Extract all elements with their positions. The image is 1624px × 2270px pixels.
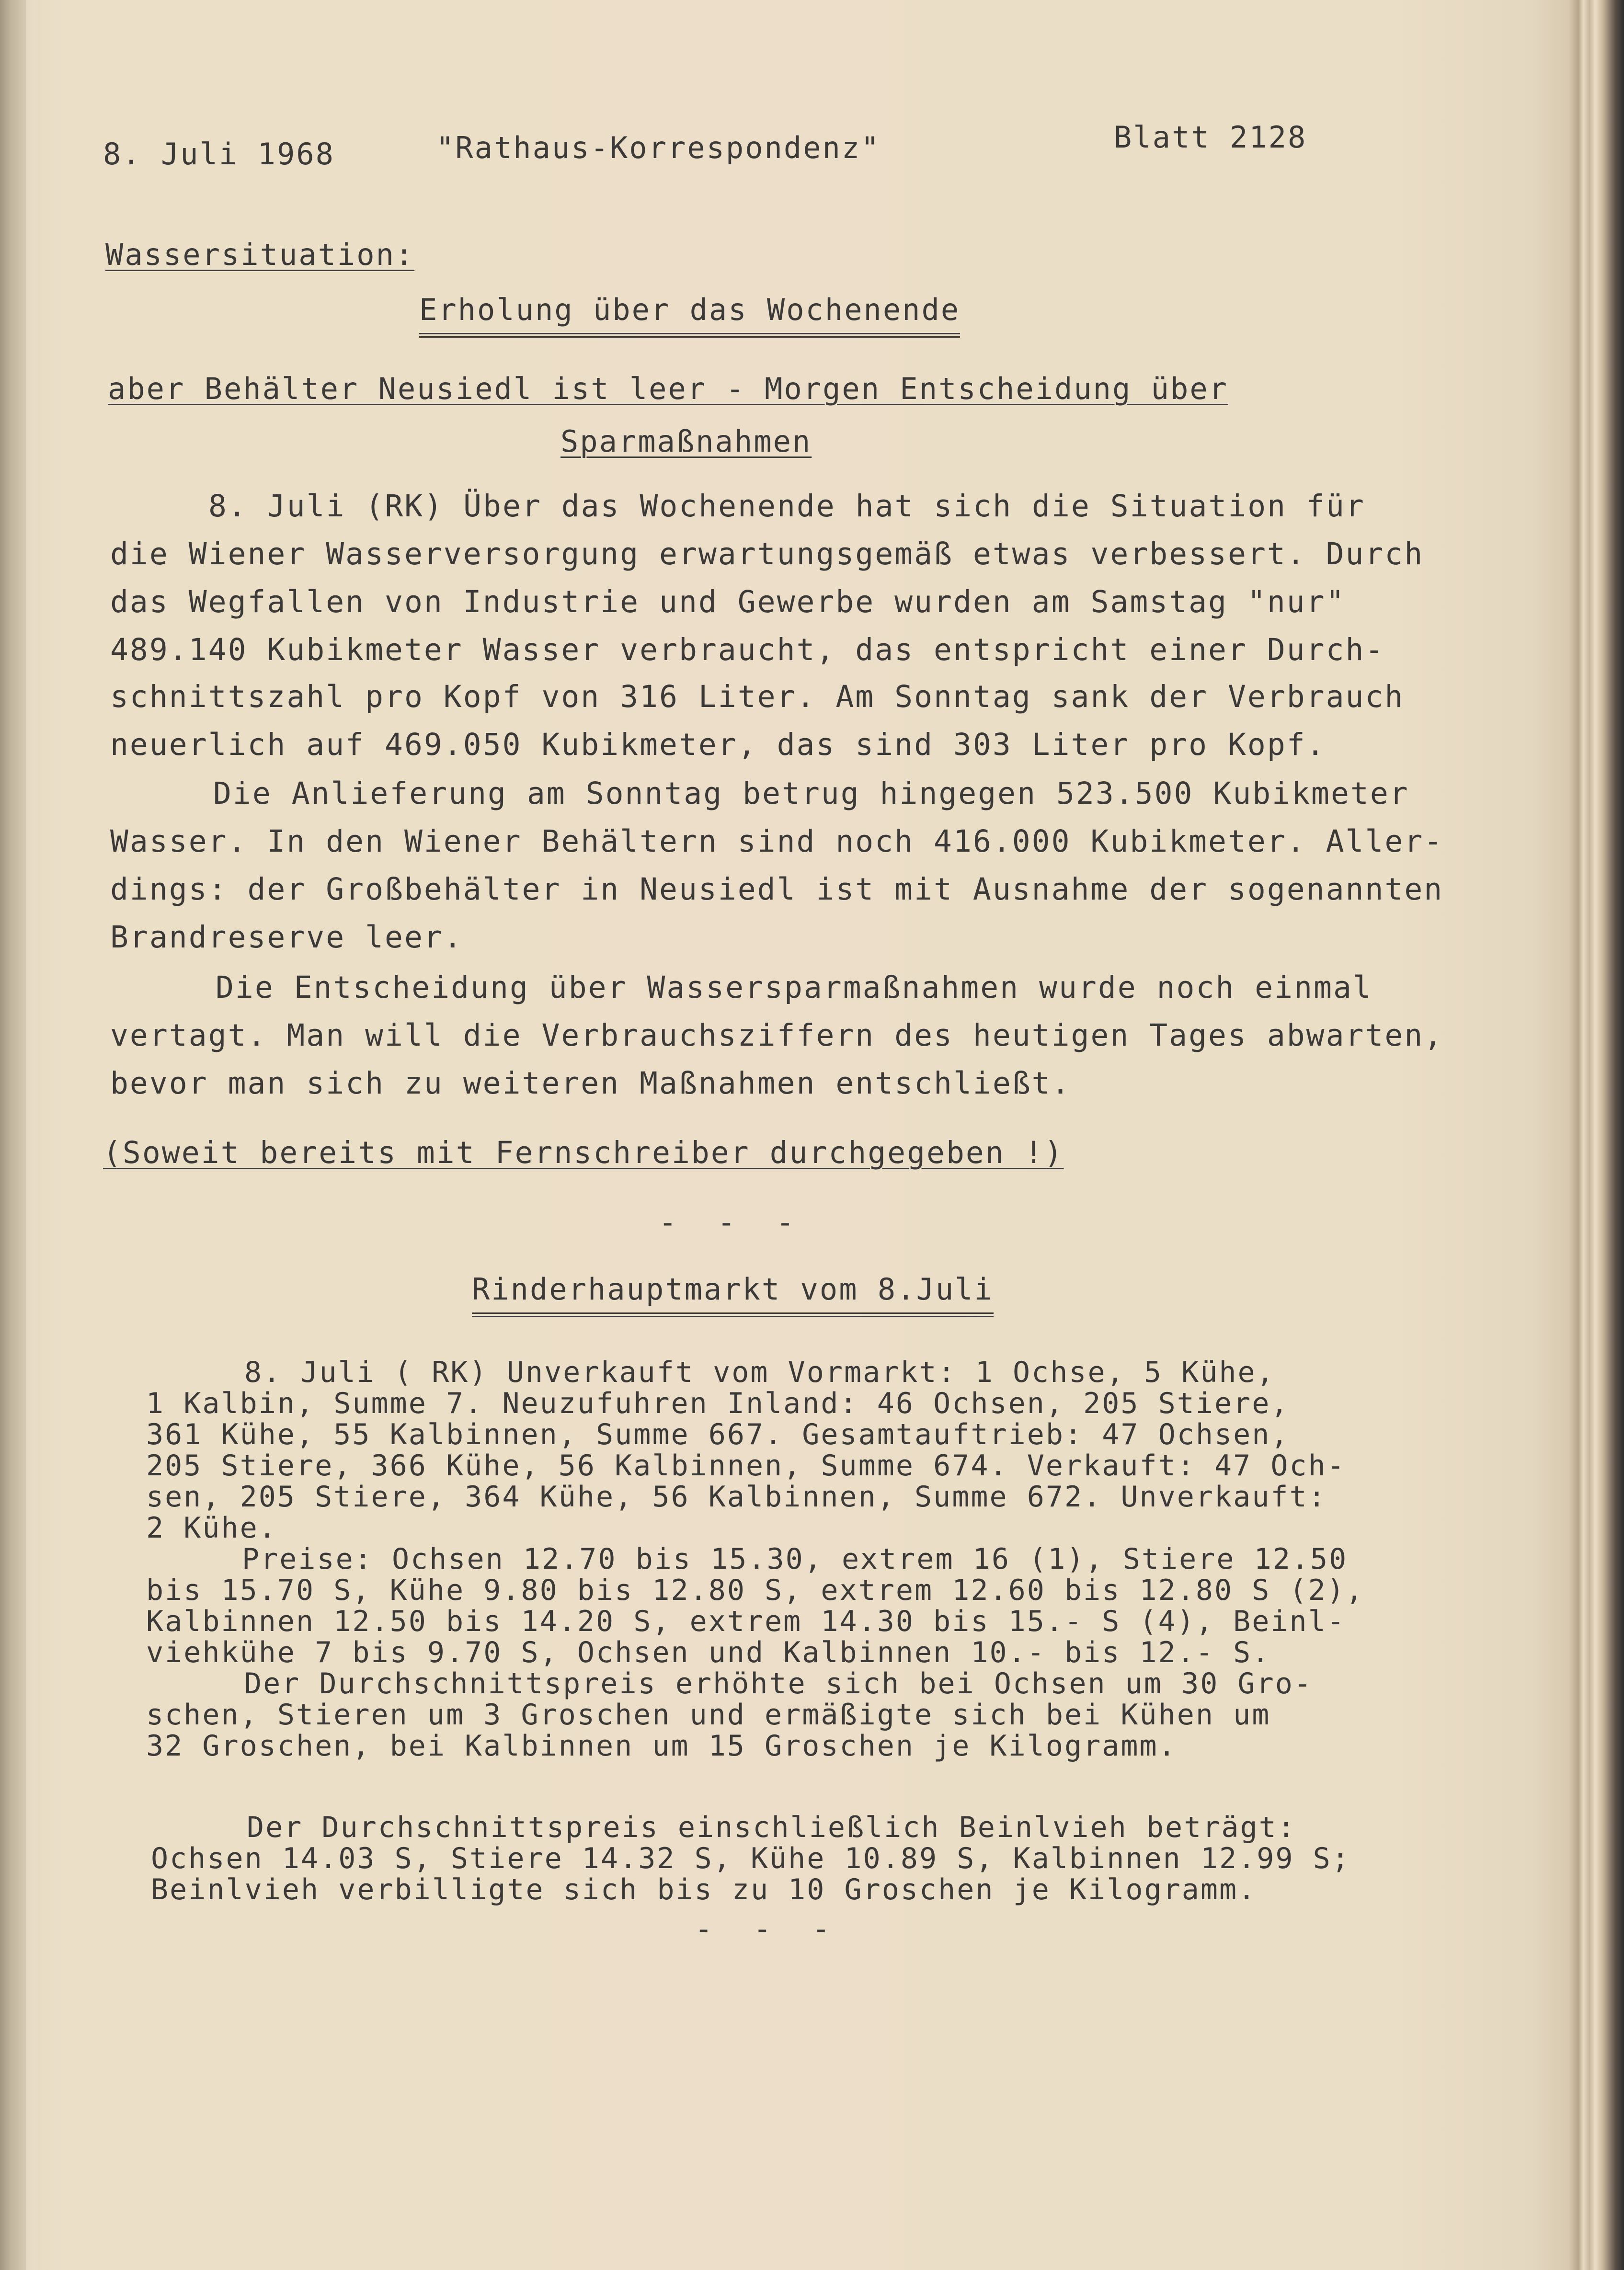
article2-line: bis 15.70 S, Kühe 9.80 bis 12.80 S, extrem 12.60 bis 12.80 S (2), (146, 1574, 1364, 1607)
article2-separator: - - - (695, 1911, 842, 1946)
article1-line: Wasser. In den Wiener Behältern sind noch 416.000 Kubikmeter. Aller- (110, 824, 1444, 859)
article2-line: Kalbinnen 12.50 bis 14.20 S, extrem 14.30 bis 15.- S (4), Beinl- (146, 1605, 1346, 1638)
article2-line: Ochsen 14.03 S, Stiere 14.32 S, Kühe 10.89 S, Kalbinnen 12.99 S; (151, 1842, 1350, 1875)
article2-line: 2 Kühe. (146, 1511, 277, 1545)
article1-subheadline-line1: aber Behälter Neusiedl ist leer - Morgen Entscheidung über (108, 371, 1228, 406)
article2-line: 205 Stiere, 366 Kühe, 56 Kalbinnen, Summe 674. Verkauft: 47 Och- (146, 1449, 1346, 1483)
article1-line: neuerlich auf 469.050 Kubikmeter, das sind 303 Liter pro Kopf. (110, 727, 1326, 762)
article1-line: schnittszahl pro Kopf von 316 Liter. Am Sonntag sank der Verbrauch (110, 679, 1405, 714)
article2-line: sen, 205 Stiere, 364 Kühe, 56 Kalbinnen, Summe 672. Unverkauft: (146, 1480, 1327, 1514)
article2-line: Beinlvieh verbilligte sich bis zu 10 Groschen je Kilogramm. (151, 1873, 1257, 1906)
article1-line: Brandreserve leer. (110, 920, 463, 955)
article1-topic: Wassersituation: (105, 237, 415, 272)
article2-line: schen, Stieren um 3 Groschen und ermäßigte sich bei Kühen um (146, 1698, 1271, 1732)
article2-headline: Rinderhauptmarkt vom 8.Juli (472, 1272, 994, 1317)
page-binding-shadow (0, 0, 26, 2270)
article2-line: 1 Kalbin, Summe 7. Neuzufuhren Inland: 46 Ochsen, 205 Stiere, (146, 1387, 1290, 1420)
article2-line: Preise: Ochsen 12.70 bis 15.30, extrem 16 (1), Stiere 12.50 (242, 1542, 1348, 1576)
article2-line: Der Durchschnittspreis erhöhte sich bei Ochsen um 30 Gro- (244, 1667, 1313, 1700)
article2-line: 32 Groschen, bei Kalbinnen um 15 Groschen je Kilogramm. (146, 1729, 1177, 1763)
article1-line: das Wegfallen von Industrie und Gewerbe wurden am Samstag "nur" (110, 584, 1346, 619)
article1-separator: - - - (659, 1205, 806, 1240)
article1-subheadline-line2: Sparmaßnahmen (560, 424, 812, 459)
article1-note: (Soweit bereits mit Fernschreiber durchgegeben !) (103, 1135, 1064, 1170)
header-sheet: Blatt 2128 (1114, 120, 1307, 155)
article2-line: 8. Juli ( RK) Unverkauft vom Vormarkt: 1 Ochse, 5 Kühe, (244, 1356, 1275, 1389)
header-publication: "Rathaus-Korrespondenz" (436, 130, 881, 165)
article1-line: 489.140 Kubikmeter Wasser verbraucht, das entspricht einer Durch- (110, 632, 1385, 667)
article1-line: bevor man sich zu weiteren Maßnahmen entschließt. (110, 1066, 1071, 1101)
article1-line: dings: der Großbehälter in Neusiedl ist mit Ausnahme der sogenannten (110, 872, 1444, 907)
article1-line: Die Entscheidung über Wassersparmaßnahmen wurde noch einmal (216, 970, 1372, 1005)
article1-line: 8. Juli (RK) Über das Wochenende hat sich die Situation für (208, 489, 1365, 524)
article2-line: Der Durchschnittspreis einschließlich Beinlvieh beträgt: (247, 1811, 1296, 1844)
article1-line: die Wiener Wasserversorgung erwartungsgemäß etwas verbessert. Durch (110, 536, 1424, 571)
header-date: 8. Juli 1968 (103, 137, 335, 171)
article1-headline: Erholung über das Wochenende (419, 292, 960, 338)
article1-line: vertagt. Man will die Verbrauchsziffern des heutigen Tages abwarten, (110, 1018, 1444, 1053)
article2-line: viehkühe 7 bis 9.70 S, Ochsen und Kalbinnen 10.- bis 12.- S. (146, 1636, 1271, 1669)
article2-line: 361 Kühe, 55 Kalbinnen, Summe 667. Gesamtauftrieb: 47 Ochsen, (146, 1418, 1290, 1451)
article1-line: Die Anlieferung am Sonntag betrug hingegen 523.500 Kubikmeter (213, 776, 1409, 811)
